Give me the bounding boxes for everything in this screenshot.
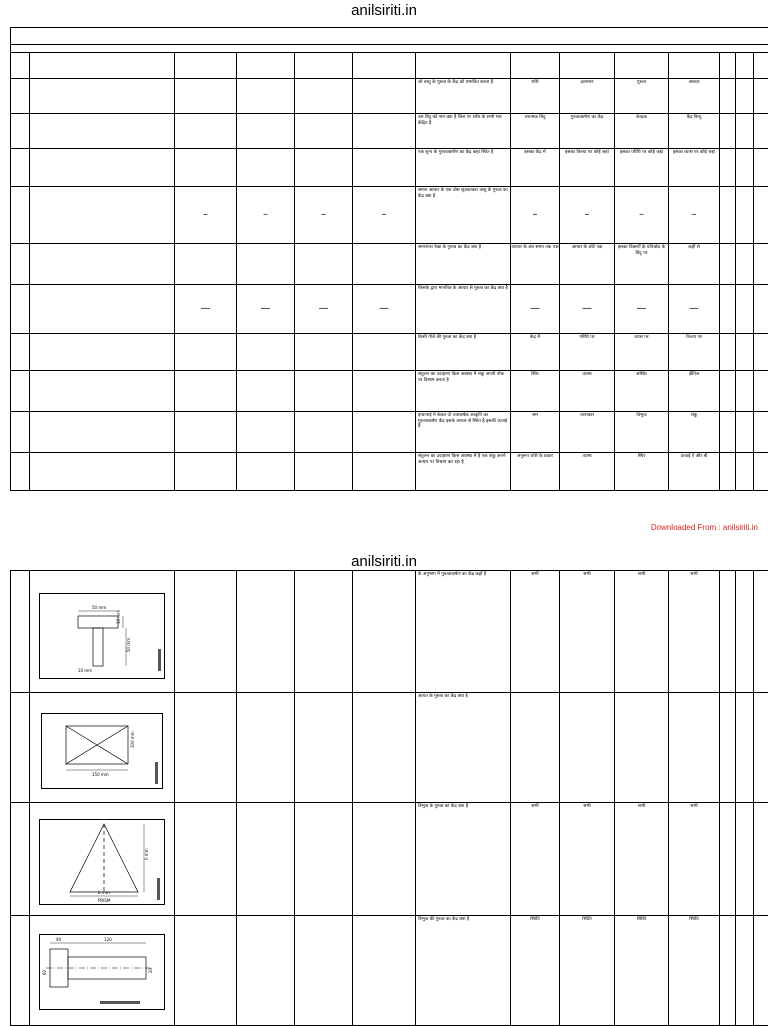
table-cell (175, 371, 237, 412)
option-2: परिधि पर (560, 334, 615, 371)
question-row (11, 114, 768, 149)
option-1 (511, 693, 560, 803)
web-shape (93, 628, 103, 666)
table-cell (237, 79, 295, 114)
table-cell (175, 453, 237, 491)
table-cell (295, 371, 353, 412)
header-cell (11, 28, 768, 45)
option-2: सभी (560, 571, 615, 693)
question-row (11, 916, 768, 1026)
question-text: उस बिंदु को नाम क्या है जिस पर शरीर के सभी भार केंद्रित है (416, 114, 511, 149)
option-4 (669, 693, 720, 803)
figure-label: h mm (144, 848, 149, 860)
question-text: हाथापाई में केवल दो उत्ताकर्षक आकृति का गुरुत्वाकर्षण केंद्र इसके आधार से स्थित है इसकी ऊंचाई है (416, 412, 511, 453)
figure-drawing (42, 714, 162, 788)
dash-mark: — (295, 304, 352, 314)
option-4: स्थिति (669, 916, 720, 1026)
header-row (11, 28, 768, 45)
question-text: समान आधार के एक ठोस सूचकाकार वस्तु के गुरुत्व का केंद्र क्या है (416, 187, 511, 244)
table-cell (11, 114, 30, 149)
title-block (157, 878, 160, 900)
download-note: Downloaded From : anilsiriti.in (651, 523, 758, 532)
table-cell (175, 285, 237, 334)
table-cell (30, 187, 175, 244)
dash-mark: – (175, 210, 236, 220)
option-2: तटस्थ (560, 453, 615, 491)
table-cell (175, 803, 237, 916)
table-cell (11, 916, 30, 1026)
option-2: इसका त्रिज्या पर कोई जहां (560, 149, 615, 187)
option-4: ऊंचाई ऐ और बी (669, 453, 720, 491)
figure-label: 50 mm (126, 638, 131, 652)
option-3 (615, 187, 669, 244)
figure-label: 120 (104, 937, 112, 942)
site-title: anilsiriti.in (0, 2, 768, 20)
option-1 (511, 285, 560, 334)
table-cell (736, 79, 754, 114)
question-text: संतुलन का उदाहरण किस अवस्था में शंकु अपनी नोक पर विश्राम करता है (416, 371, 511, 412)
title-block (100, 1001, 140, 1004)
figure-triangle (39, 819, 165, 905)
option-4: शंकु (669, 412, 720, 453)
table-cell (353, 244, 416, 285)
table-cell (237, 187, 295, 244)
dash-mark: — (560, 304, 614, 314)
table-cell (754, 285, 768, 334)
table-cell (720, 285, 736, 334)
table-cell (30, 285, 175, 334)
question-text: एक शून्य के गुरुत्वाकर्षण का केंद्र कहा स्थित है (416, 149, 511, 187)
table-cell (237, 371, 295, 412)
table-cell (295, 334, 353, 371)
option-4: क्षैतिज (669, 371, 720, 412)
dash-mark: — (511, 304, 559, 314)
dash-mark: – (353, 210, 415, 220)
table-cell (736, 149, 754, 187)
table-cell (754, 371, 768, 412)
option-4: त्रिज्या पर (669, 334, 720, 371)
table-cell (353, 285, 416, 334)
table-cell (237, 334, 295, 371)
table-cell (295, 285, 353, 334)
option-3: त्रिभुज (615, 412, 669, 453)
table-cell (353, 149, 416, 187)
table-cell (736, 412, 754, 453)
figure-label: 100 mm (130, 731, 135, 748)
question-row (11, 803, 768, 916)
figure-cell (30, 803, 175, 916)
option-2: गुरुत्वाकर्षण का केंद्र (560, 114, 615, 149)
table-cell (237, 693, 295, 803)
table-cell (754, 412, 768, 453)
dash-mark: — (175, 304, 236, 314)
table-cell (720, 916, 736, 1026)
table-cell (720, 803, 736, 916)
question-text: के अनुभाग में गुरुत्वाकर्षण का केंद्र कहाँ है (416, 571, 511, 693)
option-2: द्रव्यमान (560, 79, 615, 114)
table-cell (175, 693, 237, 803)
dash-mark: – (560, 210, 614, 220)
figure-drawing (40, 594, 164, 678)
table-cell (754, 453, 768, 491)
quiz-table-page-1 (10, 27, 768, 491)
table-cell (295, 79, 353, 114)
table-cell (237, 571, 295, 693)
table-cell (295, 916, 353, 1026)
table-cell (353, 79, 416, 114)
table-cell (295, 114, 353, 149)
table-cell (237, 244, 295, 285)
table-cell (736, 571, 754, 693)
question-row (11, 453, 768, 491)
table-cell (175, 114, 237, 149)
table-cell (11, 149, 30, 187)
table-cell (736, 453, 754, 491)
flange-shape (78, 616, 118, 628)
figure-drawing (40, 935, 164, 1009)
subheader-cell (11, 45, 768, 53)
option-1: स्थिर (511, 371, 560, 412)
table-cell (11, 334, 30, 371)
option-2: सभी (560, 803, 615, 916)
option-2 (560, 187, 615, 244)
table-cell (30, 371, 175, 412)
option-1 (511, 187, 560, 244)
table-cell (754, 916, 768, 1026)
figure-drawing (40, 820, 164, 904)
table-cell (754, 571, 768, 693)
table-cell (353, 453, 416, 491)
table-cell (30, 244, 175, 285)
table-cell (736, 334, 754, 371)
table-cell (11, 244, 30, 285)
table-cell (720, 453, 736, 491)
option-2: स्थिति (560, 916, 615, 1026)
table-cell (754, 149, 768, 187)
dash-mark: – (669, 210, 719, 220)
table-cell (353, 334, 416, 371)
table-cell (30, 334, 175, 371)
table-cell (754, 693, 768, 803)
table-cell (175, 244, 237, 285)
table-cell (11, 79, 30, 114)
option-4: सभी (669, 571, 720, 693)
table-cell (237, 149, 295, 187)
figure-label: 10 mm (78, 668, 92, 673)
table-cell (720, 412, 736, 453)
table-cell (295, 412, 353, 453)
question-row (11, 79, 768, 114)
figure-label: 20 (148, 967, 153, 973)
table-cell (720, 371, 736, 412)
table-cell (736, 244, 754, 285)
table-cell (720, 334, 736, 371)
table-cell (295, 571, 353, 693)
figure-label: 150 mm (92, 772, 109, 777)
question-text: संतुलन का उदाहरण किस अवस्था में है एक शंकु अपने आधार पर विश्राम कर रहा है (416, 453, 511, 491)
table-cell (736, 916, 754, 1026)
table-cell (353, 571, 416, 693)
table-cell (237, 285, 295, 334)
figure-label: 10 mm (116, 610, 121, 624)
figure-label: 50 mm (92, 605, 106, 610)
table-cell (754, 114, 768, 149)
table-cell (175, 79, 237, 114)
option-3: इसका विकर्णों के प्रतिच्छेद के बिंदु पर (615, 244, 669, 285)
table-cell (175, 916, 237, 1026)
option-2: चापाकार (560, 412, 615, 453)
option-1: राशि (511, 79, 560, 114)
table-cell (720, 244, 736, 285)
option-3 (615, 285, 669, 334)
option-3 (615, 693, 669, 803)
option-3: सभी (615, 571, 669, 693)
question-row (11, 412, 768, 453)
question-row (11, 693, 768, 803)
figure-label: 40 (56, 937, 62, 942)
option-1: अनुरूप राशि के प्रकार (511, 453, 560, 491)
table-cell (720, 79, 736, 114)
option-1: सभी (511, 803, 560, 916)
option-4: सभी (669, 803, 720, 916)
option-2: तटस्थ (560, 371, 615, 412)
question-row (11, 187, 768, 244)
dash-mark: – (295, 210, 352, 220)
option-4: आकार (669, 79, 720, 114)
table-cell (754, 334, 768, 371)
option-3: व्यास पर (615, 334, 669, 371)
dash-mark: – (237, 210, 294, 220)
table-cell (237, 916, 295, 1026)
table-cell (736, 285, 754, 334)
table-cell (237, 453, 295, 491)
table-cell (736, 114, 754, 149)
table-cell (295, 803, 353, 916)
table-cell (720, 149, 736, 187)
option-2 (560, 693, 615, 803)
table-cell (11, 285, 30, 334)
table-cell (353, 693, 416, 803)
question-row (11, 371, 768, 412)
table-cell (720, 571, 736, 693)
table-cell (11, 453, 30, 491)
table-cell (295, 693, 353, 803)
title-block (155, 762, 158, 784)
table-cell (237, 114, 295, 149)
question-row (11, 334, 768, 371)
table-cell (175, 571, 237, 693)
figure-t-section (39, 593, 165, 679)
table-cell (295, 187, 353, 244)
option-1: चरात्मक बिंदु (511, 114, 560, 149)
table-cell (175, 187, 237, 244)
table-cell (11, 693, 30, 803)
question-row (11, 571, 768, 693)
table-cell (11, 371, 30, 412)
question-row (11, 285, 768, 334)
question-text: समानांतर रेखा के गुरुत्व का केंद्र क्या है (416, 244, 511, 285)
table-cell (175, 334, 237, 371)
figure-rectangle (41, 713, 163, 789)
figure-label: PRISM (98, 898, 111, 903)
question-row (11, 244, 768, 285)
table-cell (11, 412, 30, 453)
dash-mark: — (237, 304, 294, 314)
option-3: इसका परिधि पर कोई जहां (615, 149, 669, 187)
option-3: स्थिर (615, 453, 669, 491)
question-row (11, 149, 768, 187)
figure-label: b mm (98, 890, 110, 895)
table-cell (353, 916, 416, 1026)
question-text: आयत के गुरुत्व का केंद्र क्या है (416, 693, 511, 803)
option-2: आधार के छोटे पक्ष (560, 244, 615, 285)
option-4 (669, 187, 720, 244)
option-1: इसका केंद्र में (511, 149, 560, 187)
option-2 (560, 285, 615, 334)
table-cell (720, 114, 736, 149)
table-cell (175, 149, 237, 187)
option-3: गुरुत्व (615, 79, 669, 114)
option-1: केंद्र में (511, 334, 560, 371)
table-cell (754, 187, 768, 244)
table-cell (736, 803, 754, 916)
figure-cell (30, 916, 175, 1026)
table-cell (11, 187, 30, 244)
option-4: केंद्र बिन्दु (669, 114, 720, 149)
table-cell (237, 803, 295, 916)
table-cell (353, 187, 416, 244)
site-title-page-2: anilsiriti.in (0, 553, 768, 571)
table-cell (736, 187, 754, 244)
question-text: जो वस्तु के गुरुत्व के केंद्र को प्रभावित करता है (416, 79, 511, 114)
dash-mark: — (615, 304, 668, 314)
table-cell (736, 371, 754, 412)
table-cell (237, 412, 295, 453)
table-cell (720, 187, 736, 244)
figure-shaft (39, 934, 165, 1010)
dash-mark: — (353, 304, 415, 314)
blank-row (11, 53, 768, 79)
option-3: अस्थिर (615, 371, 669, 412)
question-text: त्रिभुज की गुरुत्व का केंद्र क्या है (416, 916, 511, 1026)
option-1: आधार के अंत समय तक पक्ष (511, 244, 560, 285)
figure-label: 60 (42, 969, 47, 975)
table-cell (295, 453, 353, 491)
table-cell (30, 114, 175, 149)
table-cell (754, 244, 768, 285)
option-3: स्थिति (615, 916, 669, 1026)
option-1: सम (511, 412, 560, 453)
table-cell (30, 453, 175, 491)
option-4: इसका व्यास पर कोई जहां (669, 149, 720, 187)
question-text: किसी गोले की गुरुत्व का केंद्र क्या है (416, 334, 511, 371)
option-3: सभी (615, 803, 669, 916)
question-text: जिसके द्वारा मानचित्र के आधार से गुरुत्व का केंद्र क्या है (416, 285, 511, 334)
option-4: कहीं से (669, 244, 720, 285)
figure-cell (30, 571, 175, 693)
dash-mark: – (511, 210, 559, 220)
table-cell (295, 244, 353, 285)
table-cell (720, 693, 736, 803)
table-cell (754, 79, 768, 114)
table-cell (30, 149, 175, 187)
option-1: सभी (511, 571, 560, 693)
table-cell (353, 371, 416, 412)
table-cell (175, 412, 237, 453)
dash-mark: – (615, 210, 668, 220)
figure-cell (30, 693, 175, 803)
table-cell (736, 693, 754, 803)
quiz-table-page-2 (10, 570, 768, 1026)
table-cell (30, 412, 175, 453)
subheader-row (11, 45, 768, 53)
table-cell (295, 149, 353, 187)
table-cell (754, 803, 768, 916)
option-3: केन्द्रक (615, 114, 669, 149)
table-cell (353, 412, 416, 453)
option-4 (669, 285, 720, 334)
table-cell (11, 803, 30, 916)
question-text: त्रिभुज के गुरुत्व का केंद्र क्या है (416, 803, 511, 916)
table-cell (30, 79, 175, 114)
table-cell (353, 114, 416, 149)
dash-mark: — (669, 304, 719, 314)
table-cell (353, 803, 416, 916)
title-block (158, 649, 161, 671)
option-1: स्थिति (511, 916, 560, 1026)
table-cell (11, 571, 30, 693)
